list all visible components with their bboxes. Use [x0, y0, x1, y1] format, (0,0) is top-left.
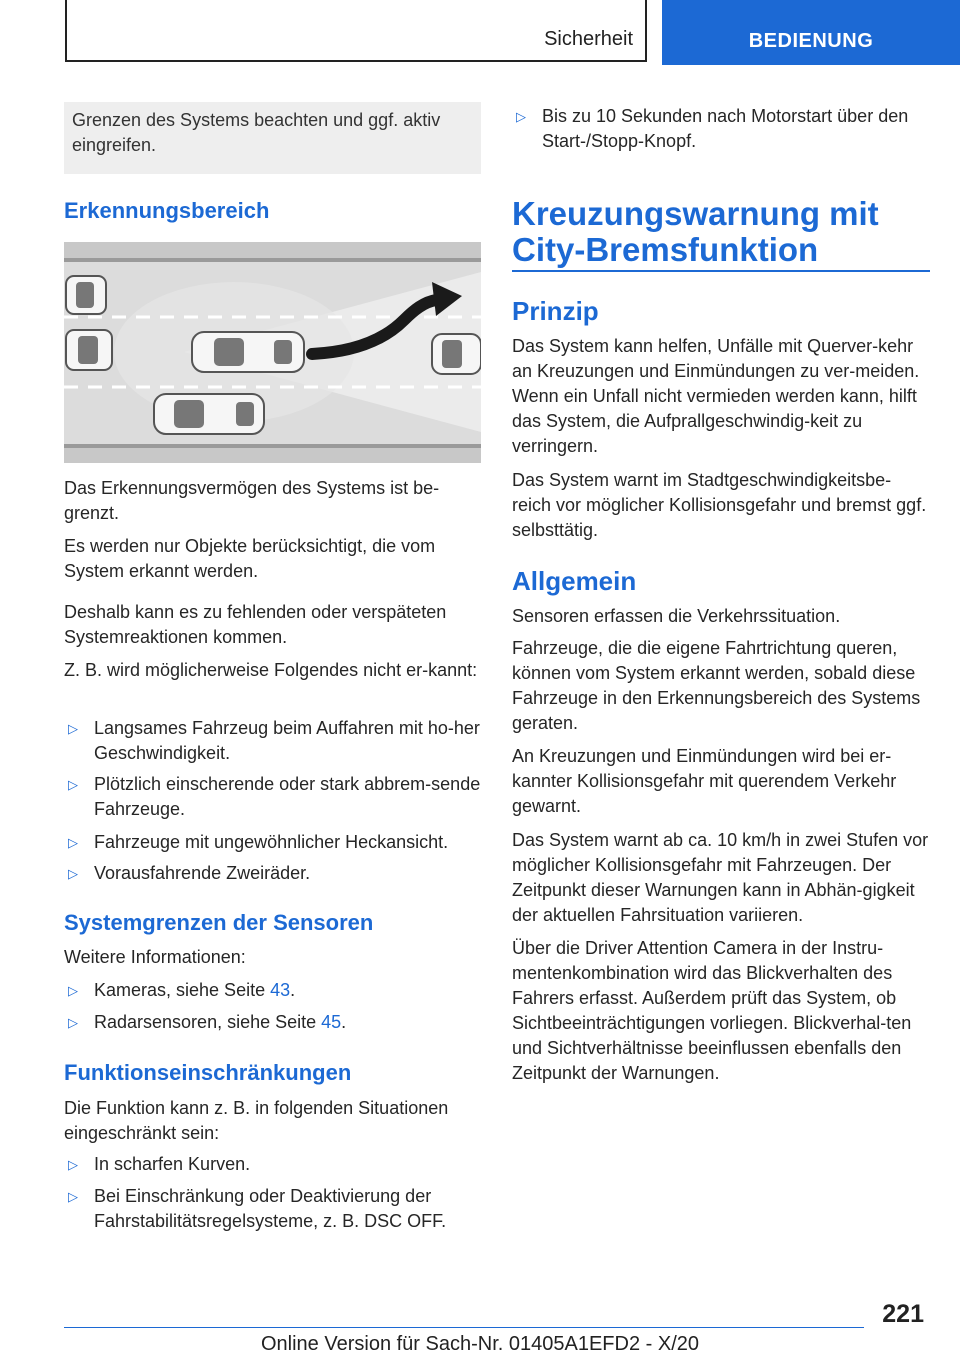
- header-section-title: Sicherheit: [544, 28, 633, 50]
- paragraph-prinzip-2: Das System warnt im Stadtgeschwindigkeitsbe-reich vor möglicher Kollisionsgefahr und bremst ggf. selbsttätig.: [512, 470, 927, 540]
- section-title-allgemein: Allgemein: [512, 566, 637, 596]
- list-item: ▷ Fahrzeuge mit ungewöhnlicher Heckansicht.: [64, 830, 481, 855]
- header-tab-bedienung[interactable]: BEDIENUNG: [662, 0, 960, 65]
- title-rule: [512, 270, 930, 272]
- triangle-bullet-icon: ▷: [68, 866, 78, 881]
- paragraph-allgemein-4: Das System warnt ab ca. 10 km/h in zwei Stufen vor möglicher Kollisionsgefahr mit Fahrzeugen. Der Zeitpunkt dieser Warnungen kann in Abhän-gigkeit der aktuellen Fahrsituation variieren.: [512, 830, 929, 925]
- paragraph-prinzip-1: Das System kann helfen, Unfälle mit Querver-kehr an Kreuzungen und Einmündungen zu ver-meiden. Wenn ein Unfall nicht vermieden werden kann, hilft das System, die Aufprallgeschwindig-keit zu verringern.: [512, 336, 920, 456]
- main-title-line-2: City-Bremsfunktion: [512, 231, 819, 268]
- triangle-bullet-icon: ▷: [68, 1189, 78, 1204]
- page-link-43[interactable]: 43: [270, 980, 291, 1000]
- list-item: ▷ Radarsensoren, siehe Seite 45.: [64, 1010, 481, 1035]
- paragraph-sensoren-intro: Weitere Informationen:: [64, 947, 246, 967]
- paragraph-figure-caption: Das Erkennungsvermögen des Systems ist be-grenzt.: [64, 478, 440, 523]
- list-item: ▷ Bis zu 10 Sekunden nach Motorstart über den Start-/Stopp-Knopf.: [516, 106, 909, 151]
- list-item: ▷ Plötzlich einscherende oder stark abbrem-sende Fahrzeuge.: [68, 774, 481, 819]
- triangle-bullet-icon: ▷: [68, 983, 78, 998]
- paragraph-funktion-intro: Die Funktion kann z. B. in folgenden Situationen eingeschränkt sein:: [64, 1098, 449, 1143]
- triangle-bullet-icon: ▷: [516, 109, 526, 124]
- triangle-bullet-icon: ▷: [68, 777, 78, 792]
- section-title-prinzip: Prinzip: [512, 296, 599, 326]
- main-title: [512, 196, 930, 268]
- triangle-bullet-icon: ▷: [68, 1015, 78, 1030]
- page-link-45[interactable]: 45: [321, 1012, 342, 1032]
- list-item: ▷ In scharfen Kurven.: [64, 1152, 481, 1177]
- triangle-bullet-icon: ▷: [68, 1157, 78, 1172]
- paragraph-deshalb: Deshalb kann es zu fehlenden oder verspäteten Systemreaktionen kommen.: [64, 602, 447, 647]
- list-item: ▷ Langsames Fahrzeug beim Auffahren mit ho-her Geschwindigkeit.: [68, 718, 480, 763]
- paragraph-allgemein-2: Fahrzeuge, die die eigene Fahrtrichtung queren, können vom System erkannt werden, sobald diese Fahrzeuge in den Erkennungsbereich des Systems geraten.: [512, 638, 921, 733]
- page-number: 221: [882, 1300, 924, 1328]
- header-section-box: [65, 0, 647, 62]
- section-title-erkennungsbereich: Erkennungsbereich: [64, 198, 270, 223]
- footer-text: Online Version für Sach-Nr. 01405A1EFD2 - X/20: [260, 1333, 699, 1355]
- list-item: ▷ Kameras, siehe Seite 43.: [64, 978, 481, 1003]
- list-item: ▷ Bei Einschränkung oder Deaktivierung der Fahrstabilitätsregelsysteme, z. B. DSC OFF.: [68, 1186, 447, 1231]
- paragraph-allgemein-3: An Kreuzungen und Einmündungen wird bei er-kannter Kollisionsgefahr mit querendem Verkehr gewarnt.: [512, 746, 897, 816]
- list-item: ▷ Vorausfahrende Zweiräder.: [64, 861, 481, 886]
- detection-range-illustration: [64, 242, 481, 463]
- notice-text: Grenzen des Systems beachten und ggf. aktiv eingreifen.: [72, 110, 441, 155]
- main-title-line-1: Kreuzungswarnung mit: [512, 195, 879, 232]
- section-title-sensoren: Systemgrenzen der Sensoren: [64, 910, 374, 935]
- paragraph-erkannt: Es werden nur Objekte berücksichtigt, die vom System erkannt werden.: [64, 536, 436, 581]
- notice-box: [64, 102, 481, 174]
- footer-rule: [64, 1327, 864, 1328]
- triangle-bullet-icon: ▷: [68, 835, 78, 850]
- section-title-funktion: Funktionseinschränkungen: [64, 1060, 352, 1085]
- paragraph-allgemein-1: Sensoren erfassen die Verkehrssituation.: [512, 606, 841, 626]
- paragraph-zb: Z. B. wird möglicherweise Folgendes nicht er-kannt:: [64, 660, 478, 680]
- triangle-bullet-icon: ▷: [68, 721, 78, 736]
- detection-range-figure: [64, 242, 481, 463]
- paragraph-allgemein-5: Über die Driver Attention Camera in der Instru-mentenkombination wird das Blickverhalten des Fahrers erfasst. Außerdem prüft das System, ob Sichtbeeinträchtigungen vorliegen. Blickverhal-ten und Sichtverhältnisse beeinflussen ebenfalls den Zeitpunkt der Warnungen.: [512, 938, 912, 1083]
